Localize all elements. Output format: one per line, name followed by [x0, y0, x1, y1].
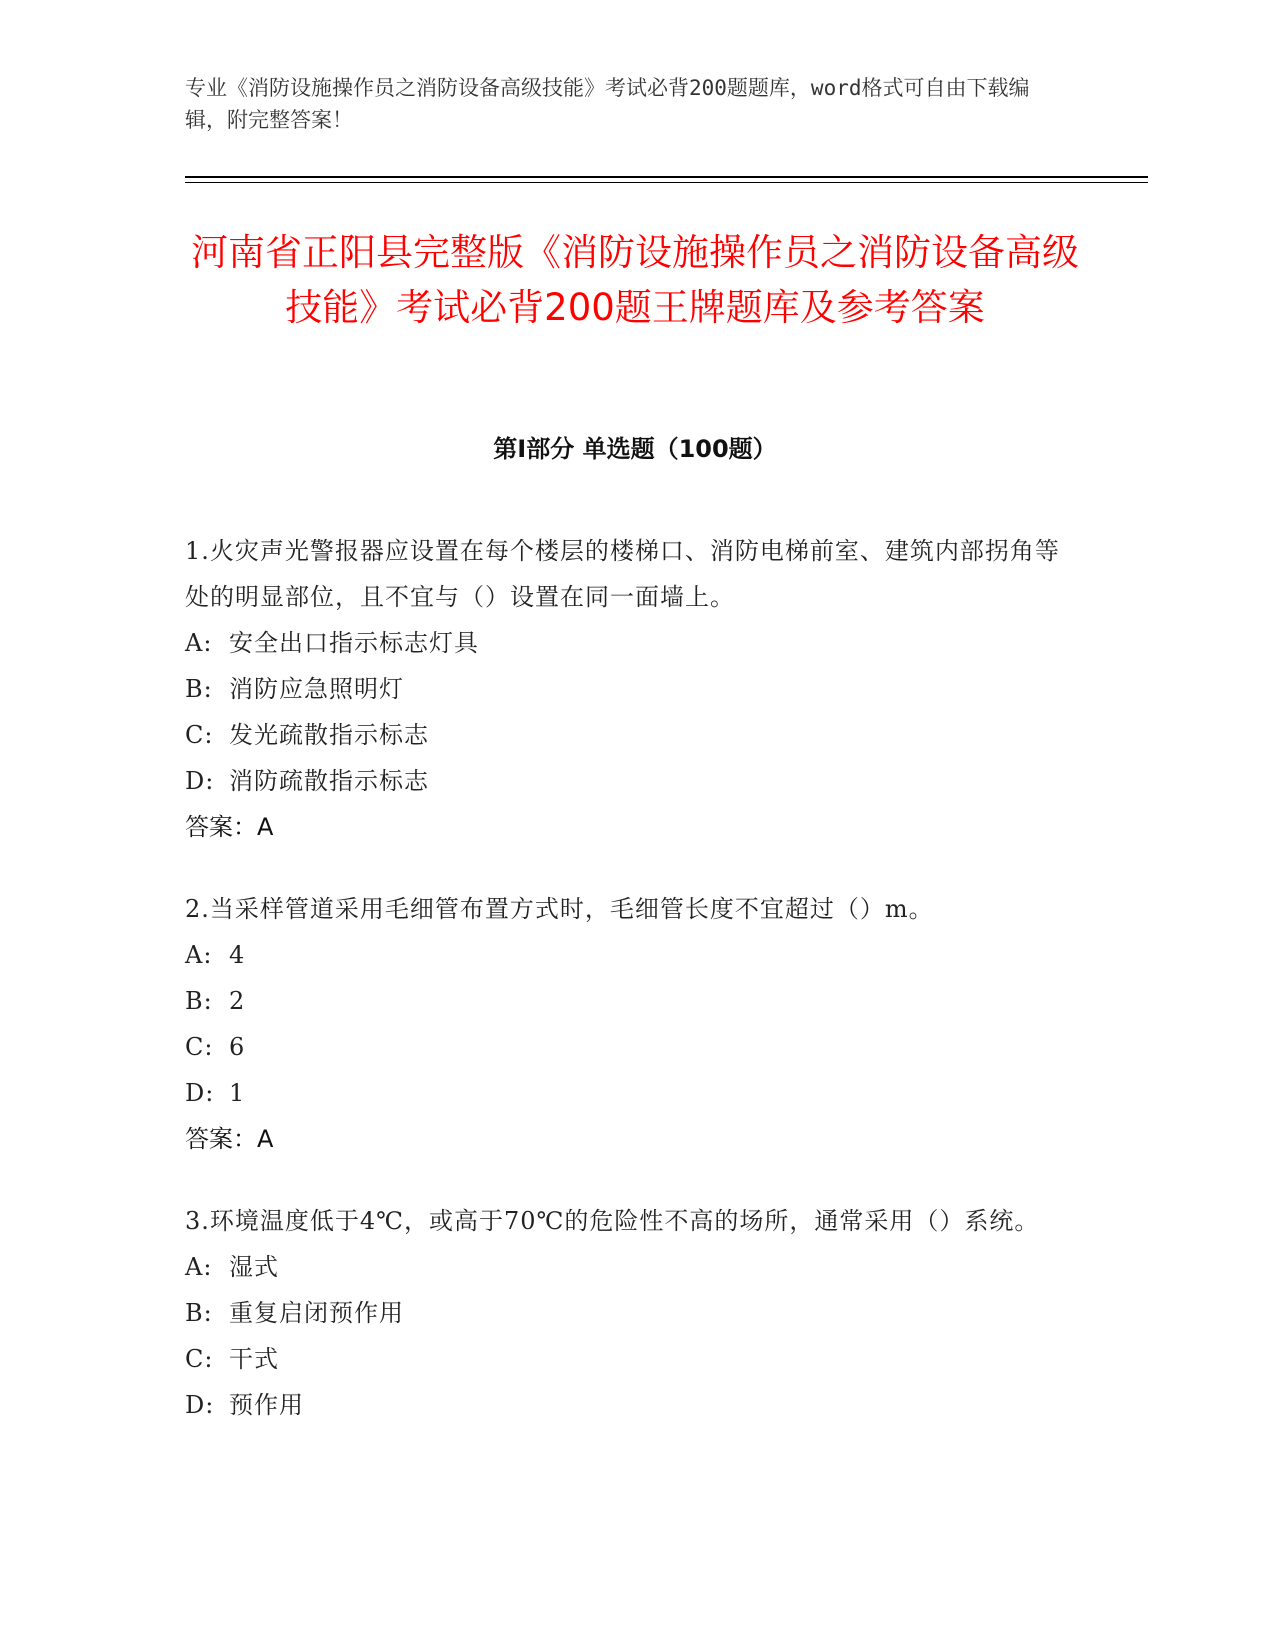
option-b [185, 666, 1065, 712]
option-letter: C: [185, 1033, 214, 1061]
answer-line: 答案：A [185, 1125, 274, 1153]
option-letter: B: [185, 675, 213, 703]
question-text: 3.环境温度低于4℃，或高于70℃的危险性不高的场所，通常采用（）系统。 [185, 1207, 1040, 1235]
section-heading: 第Ⅰ部分 单选题（100题） [493, 435, 777, 463]
option-text: 干式 [229, 1345, 279, 1373]
option-text: 消防应急照明灯 [229, 675, 404, 703]
option-d [185, 1070, 1065, 1116]
option-c [185, 1024, 1065, 1070]
question-3 [185, 1198, 1065, 1428]
document-title: 河南省正阳县完整版《消防设施操作员之消防设备高级技能》考试必背200题王牌题库及参考答案 [191, 231, 1079, 329]
option-c [185, 712, 1065, 758]
option-text: 2 [229, 987, 246, 1015]
option-letter: A: [185, 1253, 213, 1281]
option-letter: B: [185, 1299, 213, 1327]
header-note: 专业《消防设施操作员之消防设备高级技能》考试必背200题题库，word格式可自由下载编辑，附完整答案！ [185, 76, 1030, 132]
option-text: 发光疏散指示标志 [229, 721, 429, 749]
header-divider-thick [185, 176, 1148, 178]
option-b [185, 978, 1065, 1024]
option-text: 湿式 [229, 1253, 279, 1281]
option-a [185, 932, 1065, 978]
option-text: 1 [229, 1079, 246, 1107]
option-letter: D: [185, 767, 215, 795]
option-text: 安全出口指示标志灯具 [229, 629, 479, 657]
option-text: 消防疏散指示标志 [229, 767, 429, 795]
option-d [185, 758, 1065, 804]
question-1 [185, 528, 1065, 850]
option-text: 重复启闭预作用 [229, 1299, 404, 1327]
option-letter: B: [185, 987, 213, 1015]
option-letter: C: [185, 1345, 214, 1373]
option-text: 预作用 [229, 1391, 304, 1419]
question-text: 2.当采样管道采用毛细管布置方式时，毛细管长度不宜超过（）m。 [185, 895, 934, 923]
question-text: 1.火灾声光警报器应设置在每个楼层的楼梯口、消防电梯前室、建筑内部拐角等处的明显部位，且不宜与（）设置在同一面墙上。 [185, 537, 1060, 611]
option-letter: D: [185, 1079, 215, 1107]
option-letter: D: [185, 1391, 215, 1419]
option-a [185, 1244, 1065, 1290]
option-c [185, 1336, 1065, 1382]
header-divider-thin [185, 182, 1148, 183]
answer-line: 答案：A [185, 813, 274, 841]
question-2 [185, 886, 1065, 1162]
question-list [185, 528, 1065, 1464]
option-b [185, 1290, 1065, 1336]
option-letter: A: [185, 941, 213, 969]
option-letter: C: [185, 721, 214, 749]
option-text: 4 [229, 941, 246, 969]
option-d [185, 1382, 1065, 1428]
option-letter: A: [185, 629, 213, 657]
option-a [185, 620, 1065, 666]
option-text: 6 [229, 1033, 246, 1061]
